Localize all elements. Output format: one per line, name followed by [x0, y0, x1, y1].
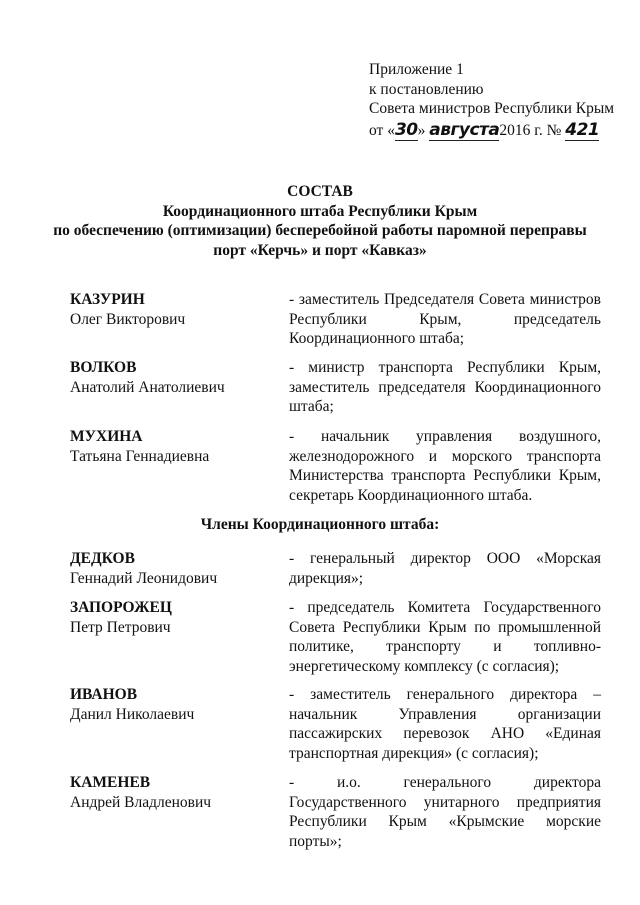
title-line-3: по обеспечению (оптимизации) бесперебойной работы паромной переправы — [53, 222, 587, 239]
person-name-block — [70, 427, 280, 466]
date-number: 421 — [565, 119, 600, 140]
date-mid: » — [417, 121, 426, 139]
title-line-1: СОСТАВ — [287, 183, 353, 200]
person-role: - начальник управления воздушного, железнодорожного и морского транспорта Министерства транспорта Республики Крым, секретарь Координационного штаба. — [289, 428, 601, 504]
person-given-name: Татьяна Геннадиевна — [70, 447, 210, 465]
members-heading: Члены Координационного штаба: — [200, 516, 440, 533]
date-month: августа — [429, 119, 500, 140]
person-role: - заместитель Председателя Совета министров Республики Крым, председатель Координационного штаба; — [289, 291, 601, 347]
person-given-name: Петр Петрович — [70, 618, 171, 636]
person-name-block — [70, 773, 280, 812]
person-surname: ДЕДКОВ — [70, 550, 135, 567]
appendix-date-line — [369, 121, 634, 142]
person-role: - генеральный директор ООО «Морская дирекция»; — [289, 550, 601, 587]
person-name-block — [70, 290, 280, 329]
person-role: - председатель Комитета Государственного Совета Республики Крым по промышленной политике, транспорту и топливно-энергетическому комплексу (с согласия); — [289, 599, 601, 675]
person-role: - министр транспорта Республики Крым, заместитель председателя Координационного штаба; — [289, 359, 601, 415]
person-surname: ЗАПОРОЖЕЦ — [70, 599, 172, 616]
appendix-council: Совета министров Республики Крым — [369, 100, 615, 117]
title-line-2: Координационного штаба Республики Крым — [162, 202, 478, 220]
appendix-label: Приложение 1 — [369, 61, 464, 78]
person-surname: МУХИНА — [70, 428, 143, 445]
date-year: 2016 г. № — [499, 121, 562, 139]
person-name-block — [70, 358, 280, 397]
person-surname: КАЗУРИН — [70, 291, 145, 308]
person-name-block — [70, 549, 280, 588]
person-given-name: Олег Викторович — [70, 310, 186, 328]
person-surname: КАМЕНЕВ — [70, 774, 151, 791]
person-given-name: Анатолий Анатолиевич — [70, 378, 225, 396]
person-given-name: Геннадий Леонидович — [70, 569, 218, 587]
person-surname: ИВАНОВ — [70, 686, 138, 703]
person-given-name: Андрей Владленович — [70, 793, 212, 811]
person-surname: ВОЛКОВ — [70, 359, 137, 376]
person-name-block — [70, 685, 280, 724]
appendix-header — [369, 60, 634, 141]
document-title — [40, 182, 600, 260]
date-day: 30 — [394, 119, 418, 140]
appendix-resolution: к постановлению — [369, 80, 484, 98]
title-line-4: порт «Керчь» и порт «Кавказ» — [213, 241, 427, 259]
person-name-block — [70, 598, 280, 637]
person-role: - заместитель генерального директора – начальник Управления организации пассажирских перевозок АНО «Единая транспортная дирекция» (с согласия); — [289, 686, 601, 762]
person-role: - и.о. генерального директора Государственного унитарного предприятия Республики Крым «Крымские морские порты»; — [289, 774, 601, 850]
person-given-name: Данил Николаевич — [70, 705, 195, 723]
date-prefix: от « — [369, 121, 395, 139]
